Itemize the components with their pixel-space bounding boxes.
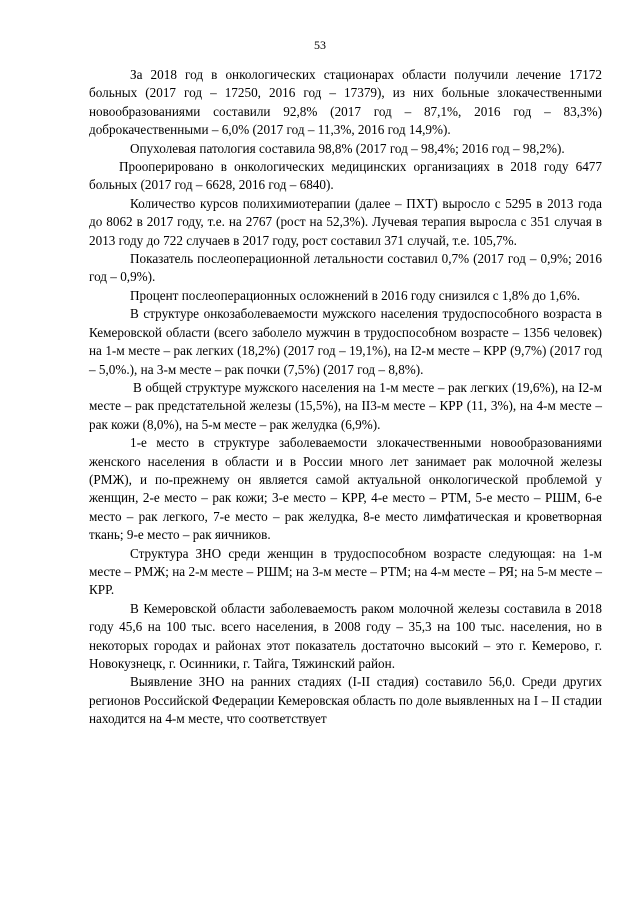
page-number: 53 — [314, 38, 326, 52]
paragraph-female-structure: 1-е место в структуре заболеваемости злокачественными новообразованиями женского населения в области и в России много лет занимает рак молочной железы (РМЖ), и по-прежнему он является самой актуальной онкологической проблемой у женщин, 2-е место – рак кожи; 3-е место – КРР, 4-е место – РТМ, 5-е место – РШМ, 6-е место – рак легкого, 7-е место – рак желудка, 8-е место лимфатическая и кроветворная ткань; 9-е место – рак яичников. — [89, 435, 602, 543]
paragraph-operated-patients: Прооперировано в онкологических медицинских организациях в 2018 году 6477 больных (2017 год – 6628, 2016 год – 6840). — [89, 159, 602, 193]
paragraph-tumor-pathology: Опухолевая патология составила 98,8% (2017 год – 98,4%; 2016 год – 98,2%). — [130, 140, 565, 156]
paragraph-breast-cancer-incidence: В Кемеровской области заболеваемость раком молочной железы составила в 2018 году 45,6 на 100 тыс. всего населения, в 2008 году – 35,3 на 100 тыс. населения, но в некоторых городах и районах этот показатель достаточно высокий – это г. Кемерово, г. Новокузнецк, г. Осинники, г. Тайга, Тяжинский район. — [89, 600, 602, 671]
paragraph-chemotherapy-courses: Количество курсов полихимиотерапии (далее – ПХТ) выросло с 5295 в 2013 года до 8062 в 2017 году, т.е. на 2767 (рост на 52,3%). Лучевая терапия выросла с 351 случая в 2013 году до 722 случаев в 2017 году, рост составил 371 случай, т.е. 105,7%. — [89, 195, 602, 248]
paragraph-early-detection: Выявление ЗНО на ранних стадиях (I-II стадия) составило 56,0. Среди других регионов Российской Федерации Кемеровская область по доле выявленных на I – II стадии находится на 4-м месте, что соответствует — [89, 674, 602, 727]
paragraph-male-working-age: В структуре онкозаболеваемости мужского населения трудоспособного возраста в Кемеровской области (всего заболело мужчин в трудоспособном возрасте – 1356 человек) на 1-м месте – рак легких (18,2%) (2017 год – 19,1%), на I2-м месте – КРР (9,7%) (2017 год – 5,0%.), на 3-м месте – рак почки (7,5%) (2017 год – 8,8%). — [89, 306, 602, 377]
body-text — [89, 66, 602, 729]
paragraph-hospital-treatment: За 2018 год в онкологических стационарах области получили лечение 17172 больных (2017 год – 17250, 2016 год – 17379), из них больные злокачественными новообразованиями составили 92,8% (2017 год – 87,1%, 2016 год – 83,3%) доброкачественными – 6,0% (2017 год – 11,3%, 2016 год 14,9%). — [89, 67, 602, 138]
paragraph-postoperative-complications: Процент послеоперационных осложнений в 2016 году снизился с 1,8% до 1,6%. — [130, 287, 581, 303]
paragraph-postoperative-mortality: Показатель послеоперационной летальности составил 0,7% (2017 год – 0,9%; 2016 год – 0,9%). — [89, 251, 602, 285]
paragraph-male-general: В общей структуре мужского населения на 1-м месте – рак легких (19,6%), на I2-м месте – рак предстательной железы (15,5%), на II3-м месте – КРР (11, 3%), на 4-м месте – рак кожи (8,0%), на 5-м месте – рак желудка (6,9%). — [89, 379, 602, 432]
paragraph-female-working-age: Структура ЗНО среди женщин в трудоспособном возрасте следующая: на 1-м месте – РМЖ; на 2-м месте – РШМ; на 3-м месте – РТМ; на 4-м месте – РЯ; на 5-м месте – КРР. — [89, 545, 602, 598]
